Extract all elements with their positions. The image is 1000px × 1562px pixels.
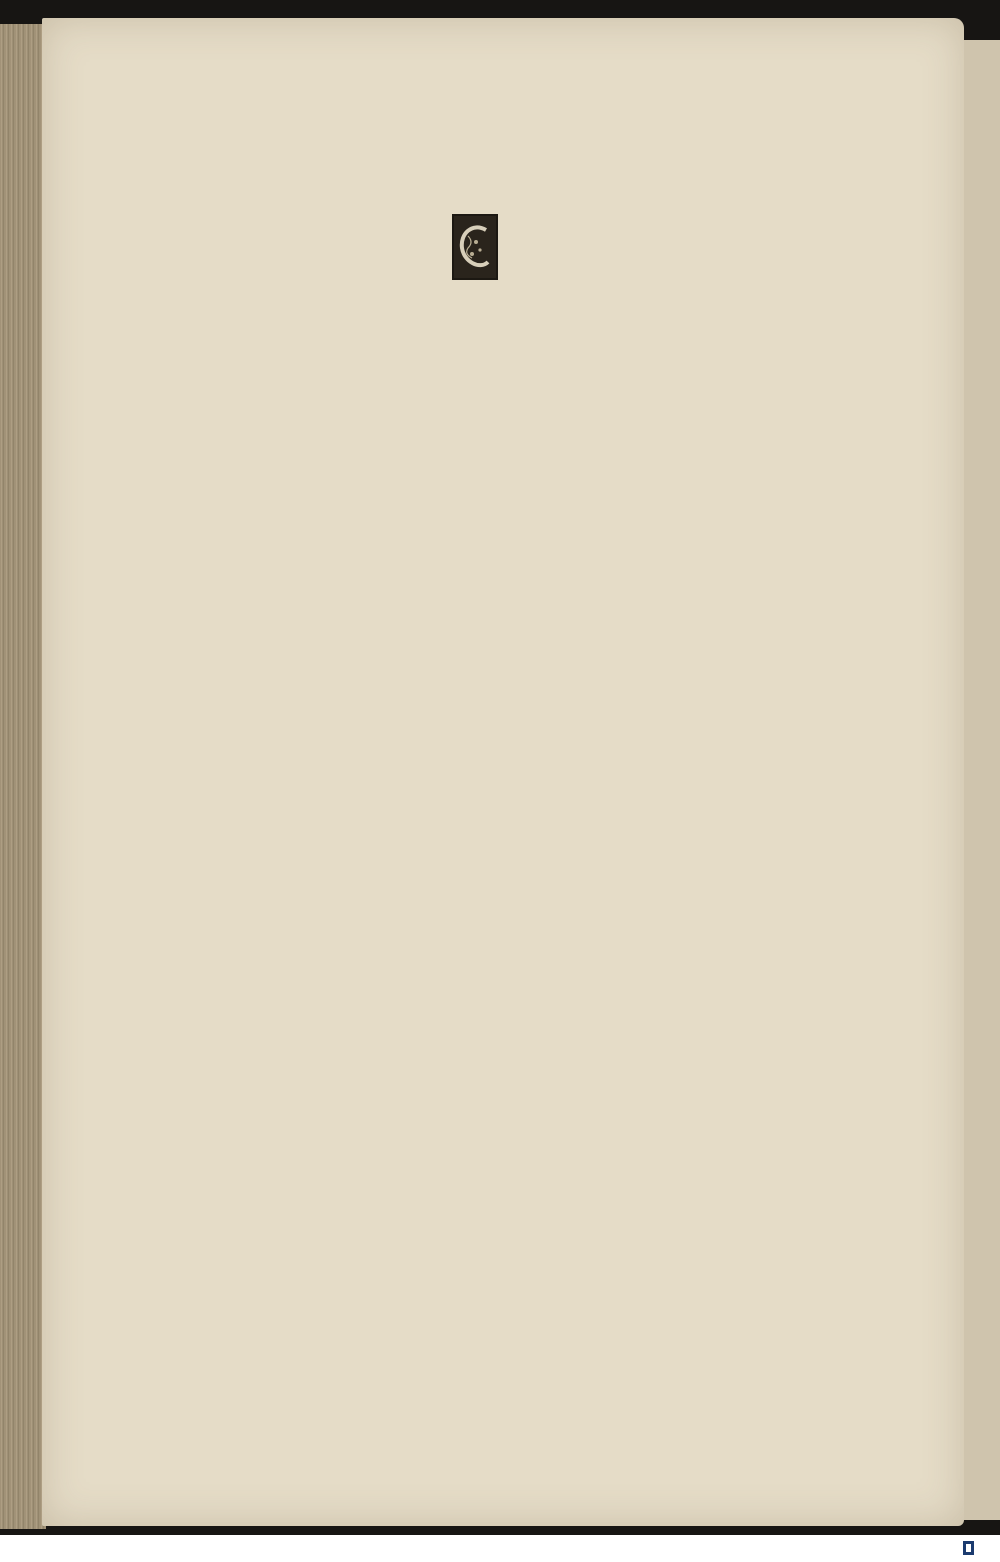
book-page-edges xyxy=(0,24,46,1529)
book-page xyxy=(42,18,964,1526)
facing-page-edge xyxy=(962,40,1000,1520)
initial-ornament-icon xyxy=(454,216,496,278)
decorated-initial-c xyxy=(452,214,498,280)
dfg-mark-icon xyxy=(963,1541,974,1555)
footer-bar xyxy=(0,1535,1000,1562)
